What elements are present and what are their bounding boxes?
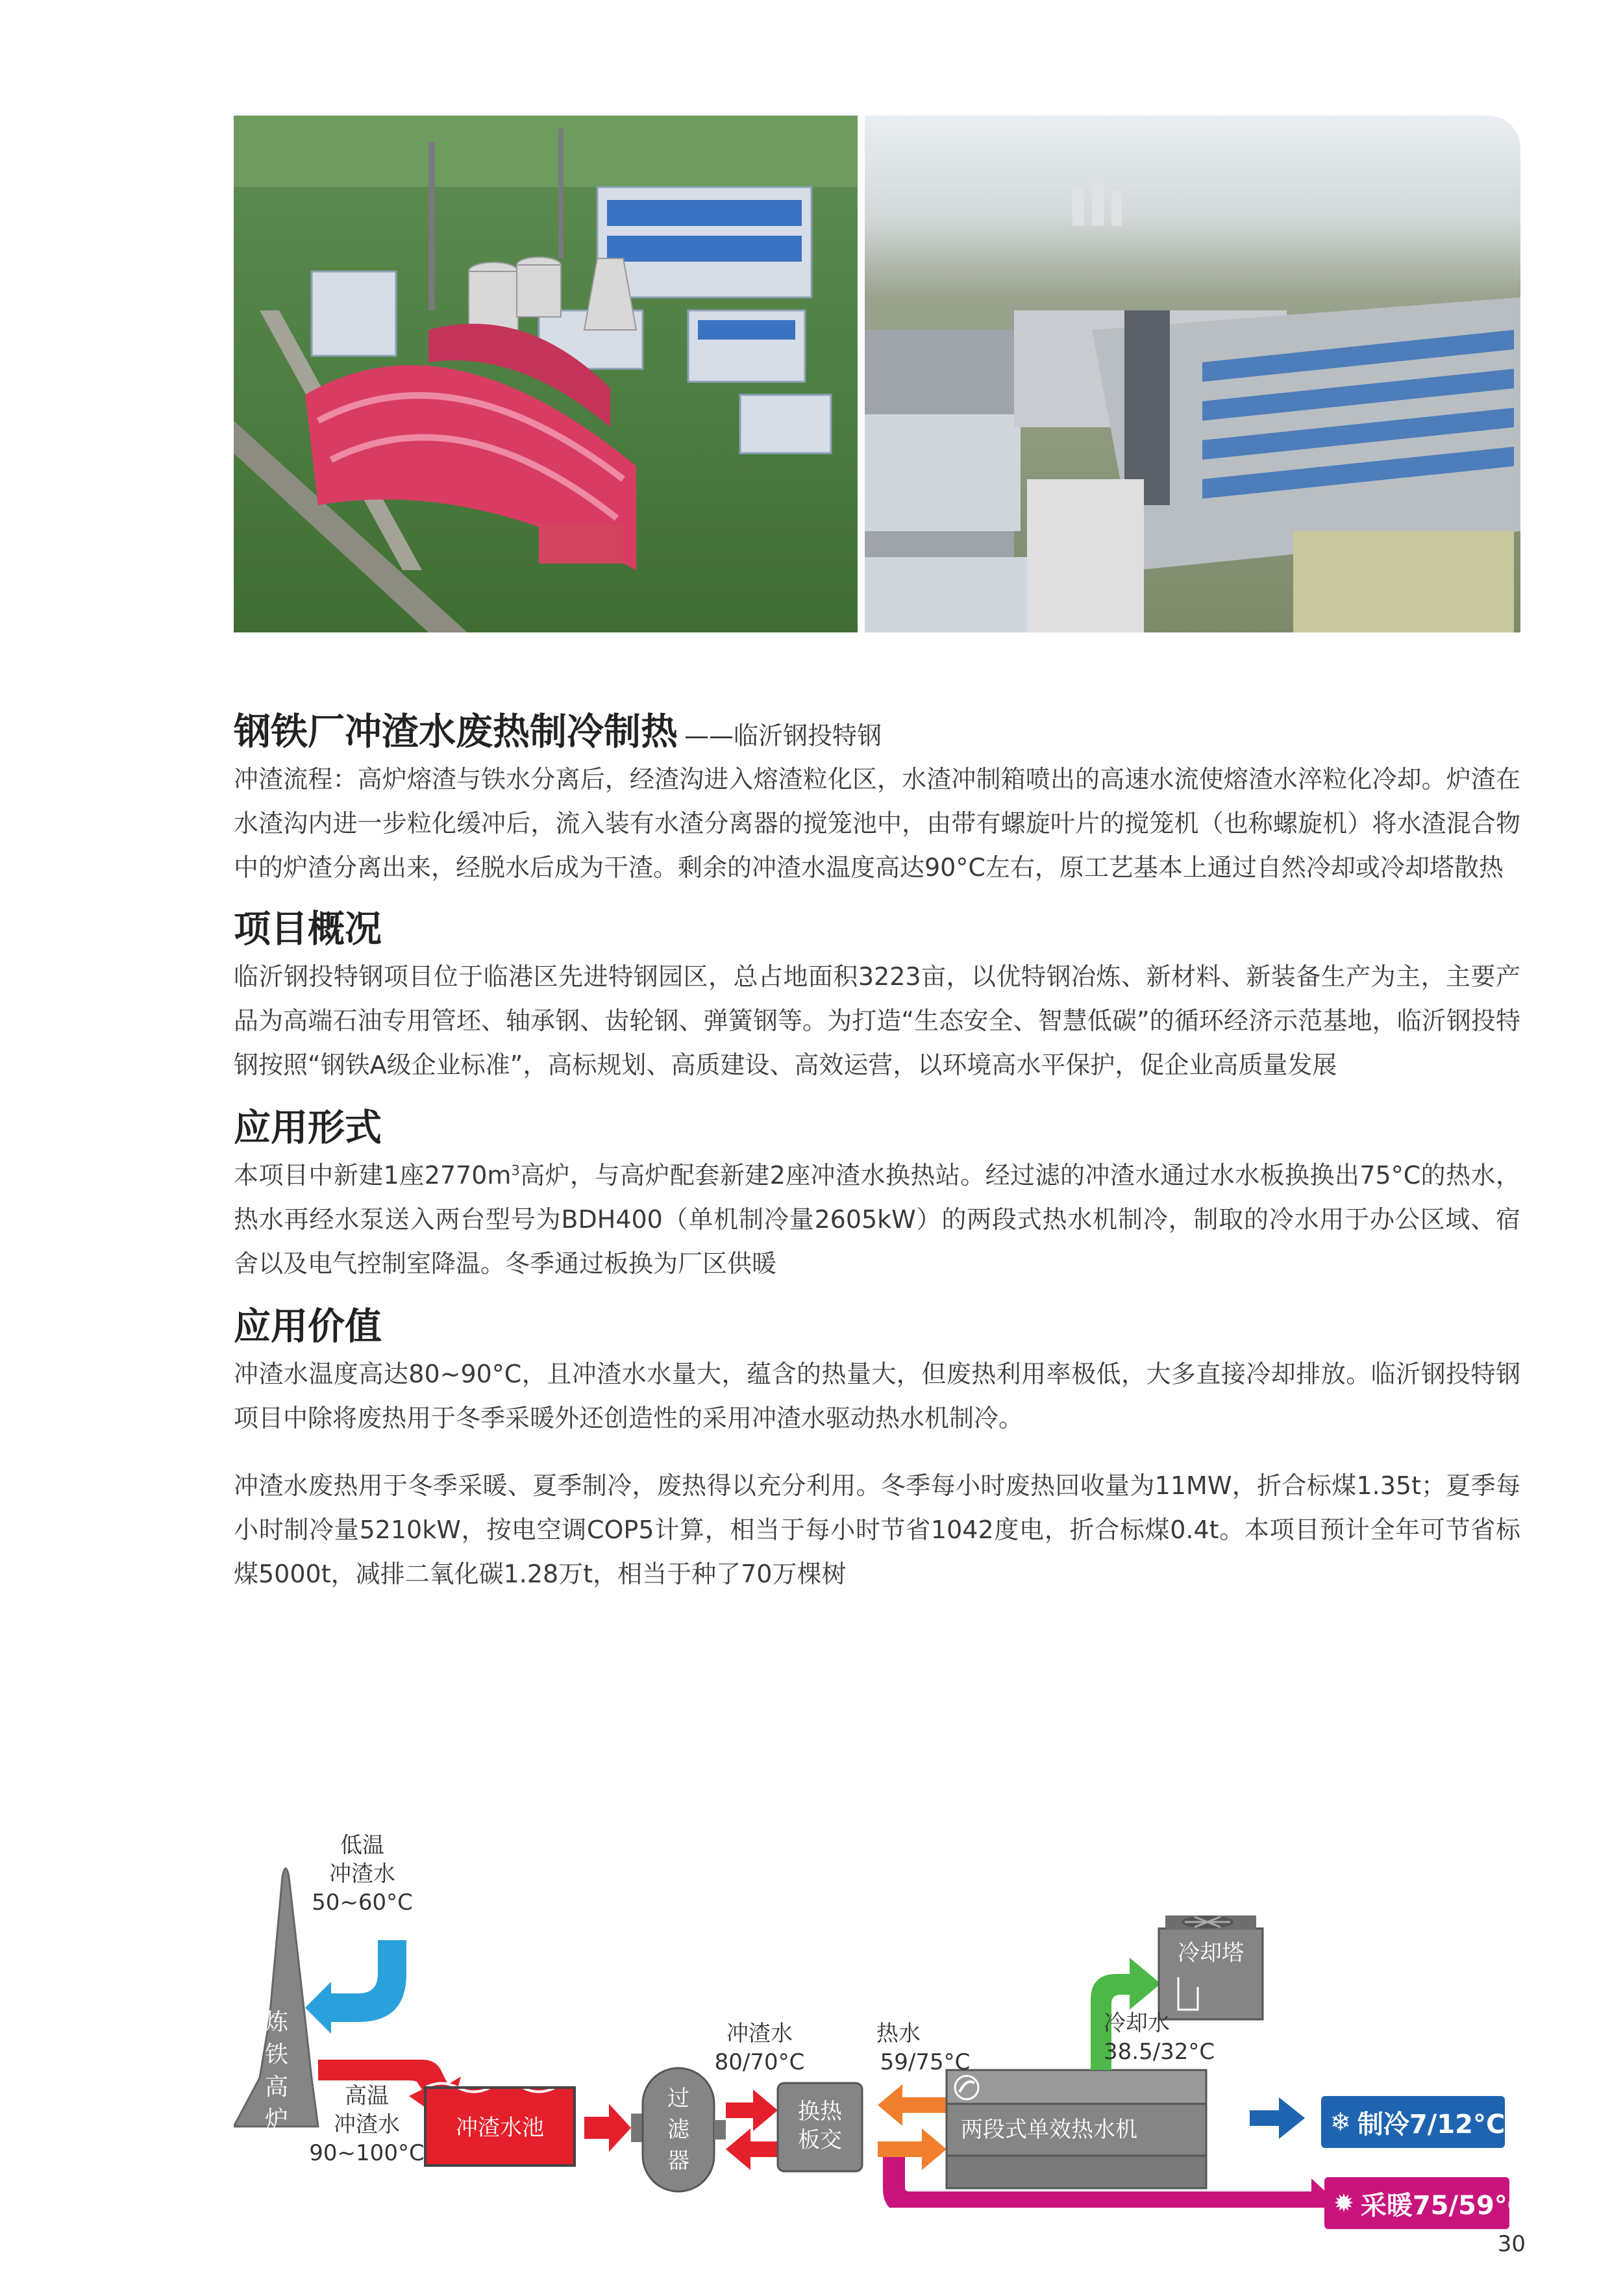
slag-water-name: 冲渣水 — [726, 2021, 793, 2047]
filter-to-hx-arrow — [726, 2090, 778, 2131]
filter-char-2: 滤 — [667, 2117, 689, 2143]
cooling-output-badge — [1321, 2096, 1505, 2148]
overview-heading: 项目概况 — [234, 908, 382, 951]
cooling-output-text: 制冷7/12°C — [1357, 2109, 1505, 2140]
pool-to-filter-arrow — [584, 2104, 631, 2152]
overview-paragraph: 临沂钢投特钢项目位于临港区先进特钢园区，总占地面积3223亩，以优特钢冶炼、新材料、新装备生产为主，主要产品为高端石油专用管坯、轴承钢、齿轮钢、弹簧钢等。为打造“生态安全、智慧低碳”的循环经济示范基地，临沂钢投特钢按照“钢铁A级企业标准”，高标规划、高质建设、高效运营，以环境高水平保护，促企业高质量发展 — [234, 962, 1520, 1079]
cooling-tower-unit — [1159, 1915, 1263, 2019]
furnace-label — [260, 2006, 293, 2136]
cubic-superscript: 3 — [511, 1162, 520, 1179]
application-form-heading: 应用形式 — [234, 1106, 382, 1149]
chiller-label: 两段式单效热水机 — [961, 2117, 1137, 2143]
hx-line-2: 板交 — [798, 2127, 842, 2153]
slag-water-label — [708, 2019, 812, 2077]
brand-logo-icon — [953, 2074, 980, 2101]
hot-water-temp: 59/75°C — [880, 2049, 971, 2075]
plant-aerial-photo — [865, 116, 1520, 632]
low-temp-line-2: 冲渣水 — [329, 1861, 395, 1887]
furnace-char-3: 高 — [264, 2074, 288, 2101]
high-temp-range: 90~100°C — [309, 2140, 425, 2166]
cooling-water-temp: 38.5/32°C — [1104, 2039, 1215, 2065]
low-temp-label — [310, 1831, 414, 1917]
cooling-output-arrow — [1250, 2097, 1305, 2139]
furnace-char-1: 炼 — [264, 2009, 288, 2036]
photo-strip — [234, 116, 1520, 632]
hx-to-filter-arrow — [726, 2128, 778, 2170]
application-form-text-b: 高炉，与高炉配套新建2座冲渣水换热站。经过滤的冲渣水通过水水板换换出75°C的热水，热水再经水泵送入两台型号为BDH400（单机制冷量2605kW）的两段式热水机制冷，制取的冷水用于办公区域、宿舍以及电气控制室降温。冬季通过板换为厂区供暖 — [234, 1161, 1520, 1278]
cooling-tower-label: 冷却塔 — [1178, 1940, 1244, 1966]
chiller-to-hx-arrow — [878, 2084, 947, 2126]
case-subtitle: ——临沂钢投特钢 — [684, 721, 882, 750]
fan-icon — [1178, 1913, 1237, 1931]
low-temp-arrow — [305, 1940, 406, 2034]
hot-water-name: 热水 — [876, 2021, 921, 2047]
application-value-paragraph-1: 冲渣水温度高达80~90°C，且冲渣水水量大，蕴含的热量大，但废热利用率极低，大多直接冷却排放。临沂钢投特钢项目中除将废热用于冬季采暖外还创造性的采用冲渣水驱动热水机制冷。 — [234, 1360, 1520, 1432]
pool-label: 冲渣水池 — [456, 2115, 544, 2141]
cooling-water-label — [1104, 2009, 1233, 2066]
steel-plant-aerial-render — [234, 116, 858, 632]
heating-output-badge — [1324, 2177, 1527, 2229]
cooling-water-name: 冷却水 — [1104, 2010, 1170, 2036]
main-content — [234, 709, 1520, 1596]
snowflake-icon: ❄ — [1330, 2108, 1351, 2136]
slag-water-temp: 80/70°C — [714, 2049, 805, 2075]
furnace-char-4: 炉 — [264, 2106, 288, 2133]
process-paragraph: 冲渣流程：高炉熔渣与铁水分离后，经渣沟进入熔渣粒化区，水渣冲制箱喷出的高速水流使熔渣水淬粒化冷却。炉渣在水渣沟内进一步粒化缓冲后，流入装有水渣分离器的搅笼池中，由带有螺旋叶片的搅笼机（也称螺旋机）将水渣混合物中的炉渣分离出来，经脱水后成为干渣。剩余的冲渣水温度高达90°C左右，原工艺基本上通过自然冷却或冷却塔散热 — [234, 765, 1520, 882]
application-form-paragraph — [234, 1153, 1520, 1286]
furnace-char-2: 铁 — [264, 2041, 288, 2068]
heating-output-text: 采暖75/59°C — [1360, 2190, 1527, 2221]
case-title-row — [234, 709, 1520, 755]
sun-icon: ✹ — [1333, 2189, 1354, 2217]
filter-label — [643, 2083, 714, 2177]
page-number: 30 — [1497, 2231, 1526, 2257]
application-form-text-a: 本项目中新建1座2770m — [234, 1161, 512, 1190]
application-value-heading: 应用价值 — [234, 1305, 382, 1348]
hx-line-1: 换热 — [798, 2099, 842, 2125]
process-flow-diagram — [234, 1825, 1532, 2221]
high-temp-line-2: 冲渣水 — [334, 2112, 400, 2138]
case-title: 钢铁厂冲渣水废热制冷制热 — [234, 710, 678, 753]
filter-char-1: 过 — [667, 2086, 689, 2112]
low-temp-range: 50~60°C — [312, 1890, 413, 1915]
hot-water-label — [876, 2019, 974, 2077]
filter-char-3: 器 — [667, 2148, 689, 2174]
process-flow-graphics — [234, 1825, 1532, 2208]
high-temp-label — [305, 2082, 428, 2167]
application-value-paragraph-2: 冲渣水废热用于冬季采暖、夏季制冷，废热得以充分利用。冬季每小时废热回收量为11MW，折合标煤1.35t；夏季每小时制冷量5210kW，按电空调COP5计算，相当于每小时节省1042度电，折合标煤0.4t。本项目预计全年可节省标煤5000t，减排二氧化碳1.28万t，相当于种了70万棵树 — [234, 1471, 1520, 1588]
low-temp-line-1: 低温 — [340, 1832, 384, 1858]
heat-exchanger-label — [778, 2097, 862, 2154]
high-temp-line-1: 高温 — [345, 2083, 389, 2109]
